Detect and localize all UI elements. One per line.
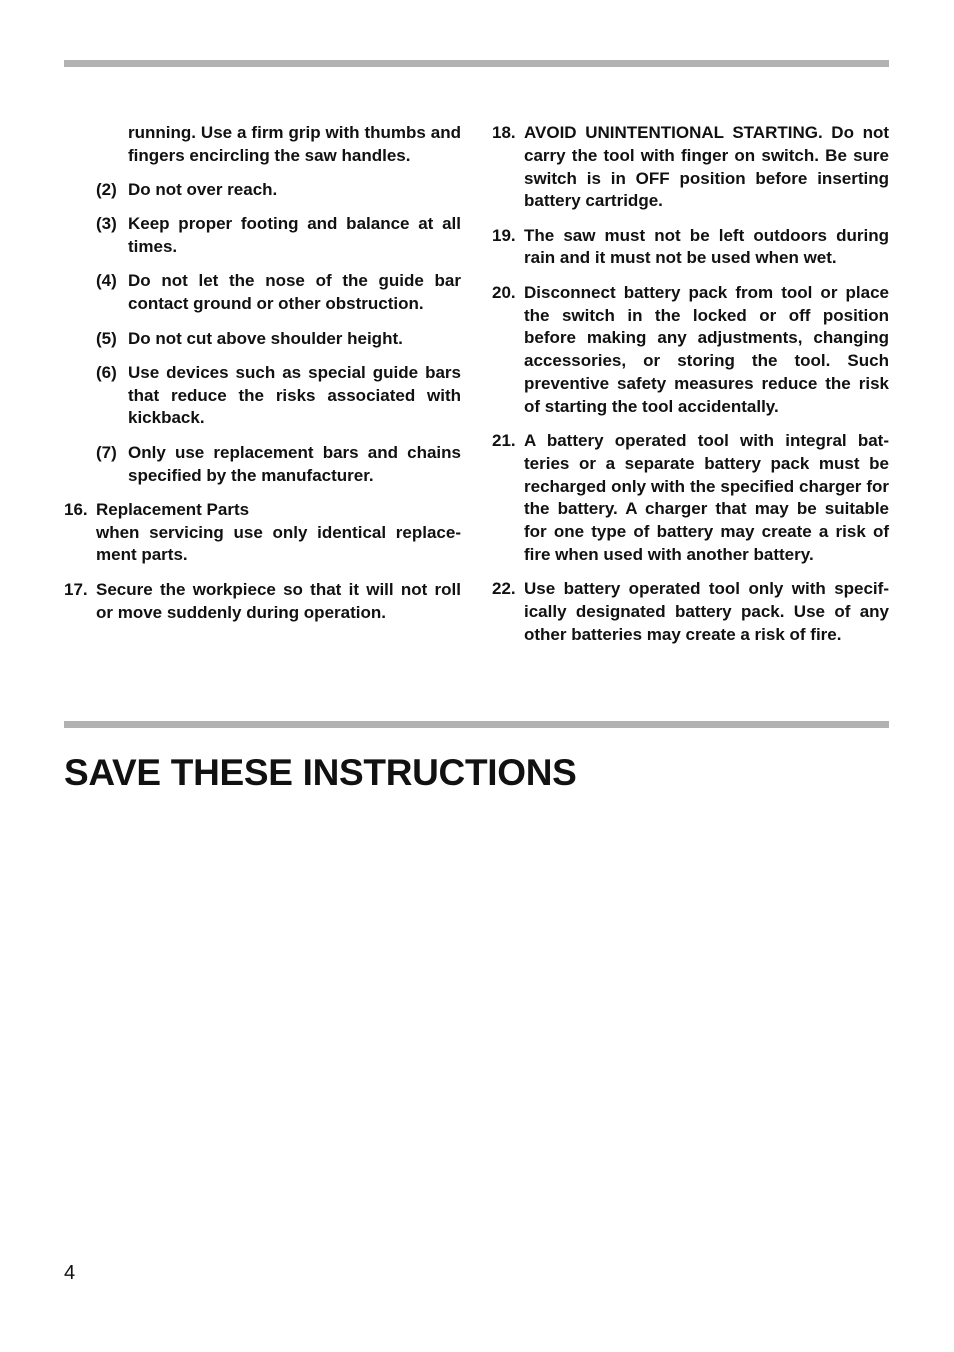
list-item	[492, 578, 889, 646]
item-number: (5)	[96, 328, 117, 348]
item-number: (3)	[96, 214, 117, 234]
item-text: Secure the workpiece so that it will not roll or move suddenly during operation.	[96, 579, 461, 622]
item-body	[96, 499, 461, 567]
right-column	[492, 122, 889, 658]
item-text: Do not cut above shoulder height.	[128, 328, 403, 348]
page-number: 4	[64, 1262, 76, 1284]
item-text: AVOID UNINTENTIONAL STARTING. Do not carry the tool with finger on switch. Be sure switch is in OFF position before inserting battery cartridge.	[524, 123, 889, 211]
continuation-text: running. Use a firm grip with thumbs and fingers encircling the saw handles.	[128, 123, 461, 165]
top-divider	[64, 60, 889, 67]
item-text: Only use replacement bars and chains specified by the manufacturer.	[128, 442, 461, 485]
list-item	[64, 179, 461, 202]
item-number: 18.	[492, 123, 516, 142]
list-item	[64, 442, 461, 488]
item-number: (6)	[96, 362, 117, 382]
list-item	[64, 328, 461, 351]
item-number: (2)	[96, 180, 117, 200]
list-item	[64, 362, 461, 430]
list-item	[64, 270, 461, 316]
list-item	[492, 122, 889, 213]
left-column	[64, 122, 461, 636]
item-title: Replacement Parts	[96, 499, 250, 519]
item-text: The saw must not be left outdoors during rain and it must not be used when wet.	[524, 225, 889, 268]
page-heading: SAVE THESE INSTRUCTIONS	[64, 752, 577, 793]
list-item	[64, 213, 461, 259]
item-number: (4)	[96, 271, 117, 291]
item-text: Do not over reach.	[128, 180, 278, 200]
item-number: 20.	[492, 282, 516, 302]
item-text: Use battery operated tool only with specifically designated battery pack. Use of any other batteries may create a risk of fire.	[524, 579, 889, 644]
item-number: 22.	[492, 579, 516, 599]
list-item	[64, 579, 461, 625]
list-item	[492, 430, 889, 567]
item-number: 17.	[64, 579, 88, 599]
item-number: 21.	[492, 431, 516, 451]
item-number: 19.	[492, 225, 516, 245]
item-text: Keep proper footing and balance at all times.	[128, 214, 461, 257]
item-text: A battery operated tool with integral batteries or a separate battery pack must be recharged only with the specified charger for the battery. A charger that may be suitable for one type of battery may create a risk of fire when used with another battery.	[524, 431, 889, 565]
item-number: 16.	[64, 499, 88, 519]
list-item	[492, 282, 889, 419]
list-item	[492, 225, 889, 271]
item-text: Use devices such as special guide bars that reduce the risks associated with kickback.	[128, 362, 461, 428]
section-divider	[64, 721, 889, 728]
item-text: when servicing use only identical replacement parts.	[96, 522, 461, 565]
item-number: (7)	[96, 442, 117, 462]
list-item	[64, 499, 461, 567]
item-text: Disconnect battery pack from tool or place the switch in the locked or off position before making any adjustments, changing accessories, or storing the tool. Such preventive safety measures reduce the risk of starting the tool accidentally.	[524, 282, 889, 416]
item-text: Do not let the nose of the guide bar contact ground or other obstruction.	[128, 271, 461, 314]
